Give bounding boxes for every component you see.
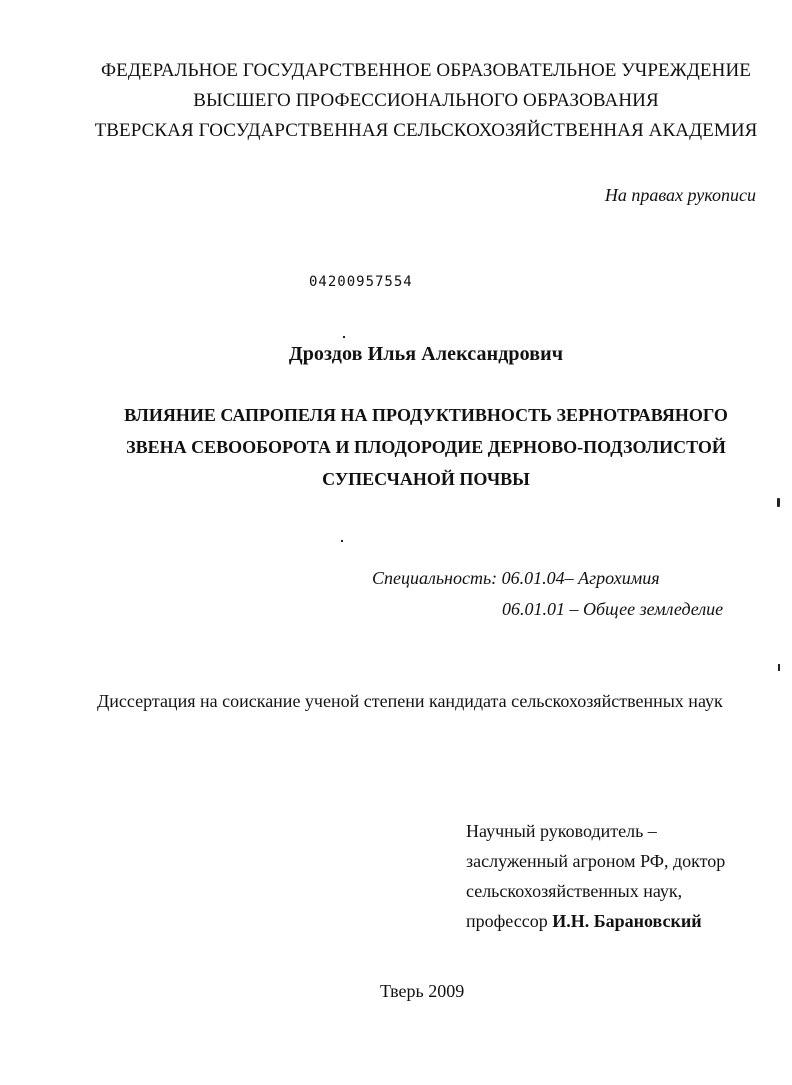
supervisor-line-1: Научный руководитель – <box>466 821 657 841</box>
title-line-2: ЗВЕНА СЕВООБОРОТА И ПЛОДОРОДИЕ ДЕРНОВО-ПОДЗОЛИСТОЙ <box>126 437 726 457</box>
dissertation-statement: Диссертация на соискание ученой степени кандидата сельскохозяйственных наук <box>97 691 723 711</box>
institution-line-2: ВЫСШЕГО ПРОФЕССИОНАЛЬНОГО ОБРАЗОВАНИЯ <box>193 90 659 111</box>
scan-speck <box>777 498 780 507</box>
title-line-1: ВЛИЯНИЕ САПРОПЕЛЯ НА ПРОДУКТИВНОСТЬ ЗЕРНОТРАВЯНОГО <box>124 405 728 425</box>
supervisor-line-2: заслуженный агроном РФ, доктор <box>466 851 726 871</box>
author-name: Дроздов Илья Александрович <box>288 343 564 365</box>
specialty-line-2: 06.01.01 – Общее земледелие <box>502 599 724 619</box>
scan-speck <box>343 336 345 338</box>
specialty-line-1: Специальность: 06.01.04– Агрохимия <box>372 568 660 588</box>
supervisor-name: И.Н. Барановский <box>552 911 702 931</box>
supervisor-line-3: сельскохозяйственных наук, <box>466 881 683 901</box>
supervisor-title: профессор <box>466 911 548 931</box>
supervisor-line-4 <box>466 906 725 936</box>
scan-speck <box>341 540 343 542</box>
city-year: Тверь 2009 <box>380 981 465 1001</box>
title-line-3: СУПЕСЧАНОЙ ПОЧВЫ <box>322 469 530 489</box>
institution-line-3: ТВЕРСКАЯ ГОСУДАРСТВЕННАЯ СЕЛЬСКОХОЗЯЙСТВЕННАЯ АКАДЕМИЯ <box>94 120 758 141</box>
scan-speck <box>778 664 780 671</box>
catalog-number: 04200957554 <box>309 274 413 290</box>
manuscript-note: На правах рукописи <box>604 185 756 205</box>
supervisor-block <box>466 816 725 936</box>
institution-line-1: ФЕДЕРАЛЬНОЕ ГОСУДАРСТВЕННОЕ ОБРАЗОВАТЕЛЬНОЕ УЧРЕЖДЕНИЕ <box>101 60 751 81</box>
